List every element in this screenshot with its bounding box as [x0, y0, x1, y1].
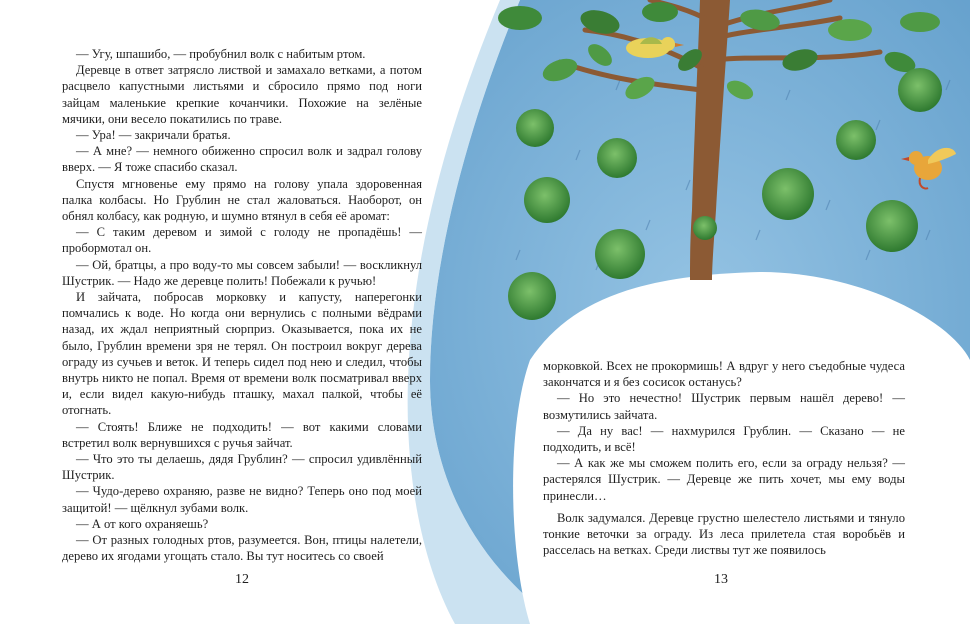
paragraph: — Стоять! Ближе не подходить! — вот какими словами встретил волк вернувшихся с ручья зайчат.: [62, 419, 422, 450]
paragraph: — Ура! — закричали братья.: [76, 128, 231, 143]
paragraph: И зайчата, побросав морковку и капусту, наперегонки помчались к воде. Но когда они вернулись с полными вёдрами назад, их ждал неприятный сюрприз. Оказывается, пока их не было, Грублин времени зря не терял. Он построил вокруг дерева ограду из сучьев и веток. И теперь сидел под нею и следил, чтобы внутрь никто не попал. Время от времени волк посматривал вверх и, если видел какую-нибудь пташку, махал палкой, чтобы её отогнать.: [62, 290, 422, 418]
paragraph: — А как же мы сможем полить его, если за ограду нельзя? — растерялся Шустрик. — Деревце же пить хочет, мы ему воды принесли…: [543, 456, 905, 503]
page-number: 13: [714, 572, 728, 587]
paragraph: — От разных голодных ртов, разумеется. Вон, птицы налетели, дерево их ягодами угощать стало. Вы тут носитесь со своей: [62, 533, 422, 564]
right-page-text: [543, 358, 905, 558]
paragraph: — А от кого охраняешь?: [76, 516, 209, 531]
cabbage-icon: [595, 229, 645, 279]
cabbage-icon: [508, 272, 556, 320]
cabbage-icon: [866, 200, 918, 252]
paragraph: — Что это ты делаешь, дядя Грублин? — спросил удивлённый Шустрик.: [62, 452, 422, 483]
cabbage-icon: [762, 168, 814, 220]
cabbage-icon: [524, 177, 570, 223]
cabbage-icon: [836, 120, 876, 160]
cabbage-icon: [898, 68, 942, 112]
paragraph: — Ой, братцы, а про воду-то мы совсем забыли! — воскликнул Шустрик. — Надо же деревце полить! Побежали к ручью!: [62, 257, 422, 288]
cabbage-icon: [516, 109, 554, 147]
cabbage-icon: [597, 138, 637, 178]
left-page-text: [62, 46, 422, 565]
paragraph: Волк задумался. Деревце грустно шелестело листьями и тянуло тонкие веточки за ограду. Из леса прилетела стая воробьёв и расселась на ветках. Среди листвы тут же появилось: [543, 510, 905, 558]
paragraph: — Да ну вас! — нахмурился Грублин. — Сказано — не подходить, и всё!: [543, 423, 905, 455]
paragraph: — А мне? — немного обиженно спросил волк и задрал голову вверх. — Я тоже спасибо сказал.: [62, 144, 422, 175]
paragraph: — Но это нечестно! Шустрик первым нашёл дерево! — возмутились зайчата.: [543, 391, 905, 422]
paragraph: Спустя мгновенье ему прямо на голову упала здоровенная палка колбасы. Но Грублин не стал жаловаться. Наоборот, он обнял колбасу, как родную, и шумно втянул в себя её аромат:: [62, 176, 422, 224]
paragraph: Деревце в ответ затрясло листвой и замахало ветками, а потом расцвело капустными листьями и сбросило прямо под ноги зайцам маленькие крепкие кочанчики. Похожие на зелёные мячики, они весело покатились по траве.: [62, 63, 422, 126]
cabbage-icon: [693, 216, 717, 240]
page-number: 12: [235, 572, 249, 587]
paragraph: — Угу, шпашибо, — пробубнил волк с набитым ртом.: [76, 47, 366, 61]
paragraph: — С таким деревом и зимой с голоду не пропадёшь! — пробормотал он.: [62, 225, 422, 256]
paragraph: — Чудо-дерево охраняю, разве не видно? Теперь оно под моей защитой! — щёлкнул зубами волк.: [62, 484, 422, 515]
paragraph: морковкой. Всех не прокормишь! А вдруг у него съедобные чудеса закончатся и я без сосисок останусь?: [543, 359, 905, 390]
